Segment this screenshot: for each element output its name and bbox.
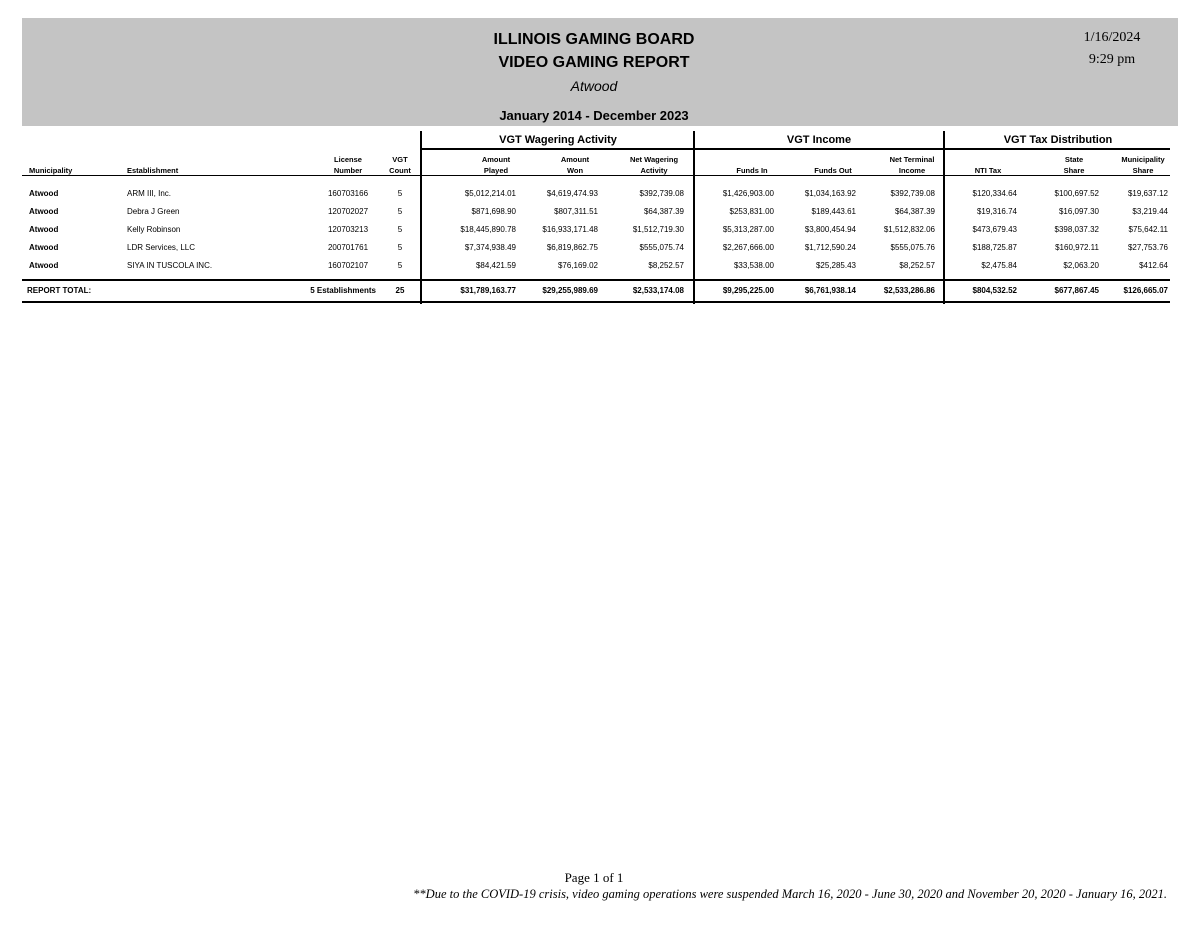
report-municipality: Atwood: [570, 78, 618, 94]
cell-vgt: 5: [397, 207, 403, 216]
report-period: January 2014 - December 2023: [499, 108, 689, 123]
cell-played: $84,421.59: [475, 261, 516, 270]
cell-license: 200701761: [327, 243, 369, 252]
cell-license: 120702027: [327, 207, 369, 216]
col-net-terminal-income: Net Terminal Income: [889, 155, 935, 175]
cell-net-wager: $8,252.57: [648, 261, 684, 270]
cell-played: $18,445,890.78: [460, 225, 516, 234]
cell-won: $6,819,862.75: [546, 243, 598, 252]
cell-funds-in: $5,313,287.00: [722, 225, 774, 234]
cell-state: $160,972.11: [1055, 243, 1099, 252]
cell-state: $16,097.30: [1058, 207, 1099, 216]
cell-nti-tax: $188,725.87: [972, 243, 1017, 252]
group-wagering-title: VGT Wagering Activity: [499, 134, 617, 146]
cell-license: 160702107: [327, 261, 369, 270]
col-amount-won: Amount Won: [560, 155, 590, 175]
cell-won: $16,933,171.48: [542, 225, 598, 234]
total-establishments: 5 Establishments: [310, 286, 376, 295]
cell-establishment: LDR Services, LLC: [127, 243, 196, 252]
total-vgt: 25: [395, 286, 405, 295]
cell-funds-out: $3,800,454.94: [804, 225, 856, 234]
col-funds-in: Funds In: [736, 166, 768, 175]
cell-vgt: 5: [397, 225, 403, 234]
col-municipality-share: Municipality Share: [1121, 155, 1165, 175]
cell-played: $7,374,938.49: [464, 243, 516, 252]
cell-funds-out: $1,034,163.92: [804, 189, 856, 198]
cell-nti: $64,387.39: [894, 207, 935, 216]
cell-nti: $392,739.08: [890, 189, 935, 198]
cell-funds-in: $1,426,903.00: [722, 189, 774, 198]
cell-net-wager: $555,075.74: [639, 243, 684, 252]
total-muni: $126,665.07: [1123, 286, 1168, 295]
cell-municipality: Atwood: [29, 225, 59, 234]
covid-footnote: **Due to the COVID-19 crisis, video gaming operations were suspended March 16, 2020 - June 30, 2020 and November 20, 2020 - January 16, 2021.: [413, 887, 1167, 901]
cell-nti-tax: $473,679.43: [972, 225, 1017, 234]
total-funds-in: $9,295,225.00: [722, 286, 774, 295]
total-label: REPORT TOTAL:: [27, 286, 92, 295]
cell-muni: $19,637.12: [1127, 189, 1168, 198]
cell-won: $76,169.02: [557, 261, 598, 270]
cell-municipality: Atwood: [29, 261, 59, 270]
report-time: 9:29 pm: [1088, 52, 1136, 67]
col-amount-played: Amount Played: [481, 155, 511, 175]
group-tax-title: VGT Tax Distribution: [1003, 134, 1113, 146]
cell-nti-tax: $2,475.84: [981, 261, 1017, 270]
total-nti: $2,533,286.86: [883, 286, 935, 295]
cell-won: $807,311.51: [554, 207, 598, 216]
col-license: License Number: [333, 155, 363, 175]
report-subtitle: VIDEO GAMING REPORT: [498, 54, 690, 71]
cell-net-wager: $392,739.08: [639, 189, 684, 198]
cell-license: 160703166: [327, 189, 369, 198]
cell-municipality: Atwood: [29, 243, 59, 252]
report-date: 1/16/2024: [1083, 30, 1141, 45]
header-rule: [22, 175, 1170, 176]
col-state-share: State Share: [1063, 155, 1085, 175]
cell-won: $4,619,474.93: [546, 189, 598, 198]
group-income-title: VGT Income: [786, 134, 852, 146]
cell-muni: $412.64: [1139, 261, 1168, 270]
cell-state: $2,063.20: [1063, 261, 1099, 270]
cell-nti: $1,512,832.06: [883, 225, 935, 234]
cell-funds-in: $253,831.00: [729, 207, 774, 216]
col-funds-out: Funds Out: [814, 166, 852, 175]
total-won: $29,255,989.69: [542, 286, 598, 295]
cell-funds-out: $25,285.43: [815, 261, 856, 270]
cell-state: $398,037.32: [1054, 225, 1099, 234]
cell-vgt: 5: [397, 243, 403, 252]
cell-net-wager: $1,512,719.30: [632, 225, 684, 234]
cell-municipality: Atwood: [29, 189, 59, 198]
cell-establishment: Kelly Robinson: [127, 225, 181, 234]
cell-funds-out: $1,712,590.24: [804, 243, 856, 252]
col-vgt-count: VGT Count: [389, 155, 411, 175]
col-nti-tax: NTI Tax: [974, 166, 1002, 175]
total-rule-bottom: [22, 301, 1170, 303]
cell-license: 120703213: [327, 225, 369, 234]
col-municipality: Municipality: [29, 166, 73, 175]
col-net-wagering: Net Wagering Activity: [629, 155, 679, 175]
cell-nti-tax: $120,334.64: [972, 189, 1017, 198]
cell-net-wager: $64,387.39: [643, 207, 684, 216]
cell-vgt: 5: [397, 261, 403, 270]
cell-vgt: 5: [397, 189, 403, 198]
total-nti-tax: $804,532.52: [972, 286, 1017, 295]
cell-nti: $555,075.76: [890, 243, 935, 252]
cell-muni: $27,753.76: [1127, 243, 1168, 252]
page-number: Page 1 of 1: [564, 870, 624, 885]
group-underline: [420, 148, 1170, 150]
cell-municipality: Atwood: [29, 207, 59, 216]
cell-muni: $3,219.44: [1132, 207, 1168, 216]
report-title: ILLINOIS GAMING BOARD: [493, 31, 695, 48]
cell-state: $100,697.52: [1054, 189, 1099, 198]
total-net-wager: $2,533,174.08: [632, 286, 684, 295]
cell-funds-in: $33,538.00: [733, 261, 774, 270]
cell-funds-out: $189,443.61: [811, 207, 856, 216]
cell-establishment: ARM III, Inc.: [127, 189, 172, 198]
cell-played: $871,698.90: [471, 207, 516, 216]
cell-establishment: SIYA IN TUSCOLA INC.: [127, 261, 213, 270]
total-state: $677,867.45: [1054, 286, 1099, 295]
total-played: $31,789,163.77: [460, 286, 516, 295]
cell-muni: $75,642.11: [1128, 225, 1168, 234]
cell-funds-in: $2,267,666.00: [722, 243, 774, 252]
cell-nti: $8,252.57: [899, 261, 935, 270]
total-funds-out: $6,761,938.14: [804, 286, 856, 295]
cell-establishment: Debra J Green: [127, 207, 180, 216]
cell-nti-tax: $19,316.74: [976, 207, 1017, 216]
cell-played: $5,012,214.01: [464, 189, 516, 198]
col-establishment: Establishment: [127, 166, 179, 175]
total-rule-top: [22, 279, 1170, 281]
